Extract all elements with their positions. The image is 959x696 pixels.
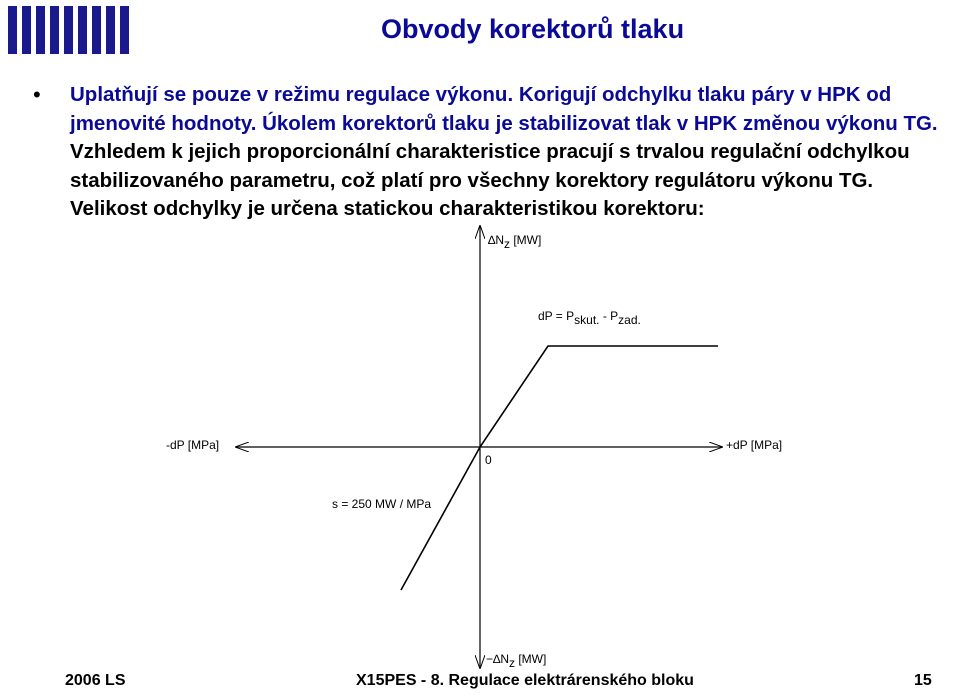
right-axis-label: +dP [MPa] <box>726 438 783 452</box>
footer-left: 2006 LS <box>65 672 126 689</box>
footer-center: X15PES - 8. Regulace elektrárenského bloku <box>356 672 694 689</box>
characteristic-line <box>401 346 718 590</box>
paragraph-black-text: Vzhledem k jejich proporcionální charakteristice pracují s trvalou regulační odchylkou stabilizovaného parametru, což platí pro všechny korektory regulátoru výkonu TG. Velikost odchylky je určena statickou charakteristikou korektoru: <box>70 140 910 220</box>
origin-label: 0 <box>485 453 492 467</box>
bullet-point-icon: • <box>33 82 41 107</box>
footer-page-number: 15 <box>914 672 932 689</box>
left-axis-label: -dP [MPa] <box>166 438 220 452</box>
top-axis-label: ∆Nz [MW] <box>488 233 542 251</box>
slide-title: Obvody korektorů tlaku <box>381 14 685 44</box>
formula-label: dP = Pskut. - Pzad. <box>538 309 641 327</box>
slope-label: s = 250 MW / MPa <box>332 497 432 511</box>
bottom-axis-label: −∆Nz [MW] <box>486 652 547 670</box>
paragraph-blue-text: Uplatňují se pouze v režimu regulace výkonu. Korigují odchylku tlaku páry v HPK od jmenovité hodnoty. Úkolem korektorů tlaku je stabilizovat tlak v HPK změnou výkonu TG. <box>70 83 938 135</box>
